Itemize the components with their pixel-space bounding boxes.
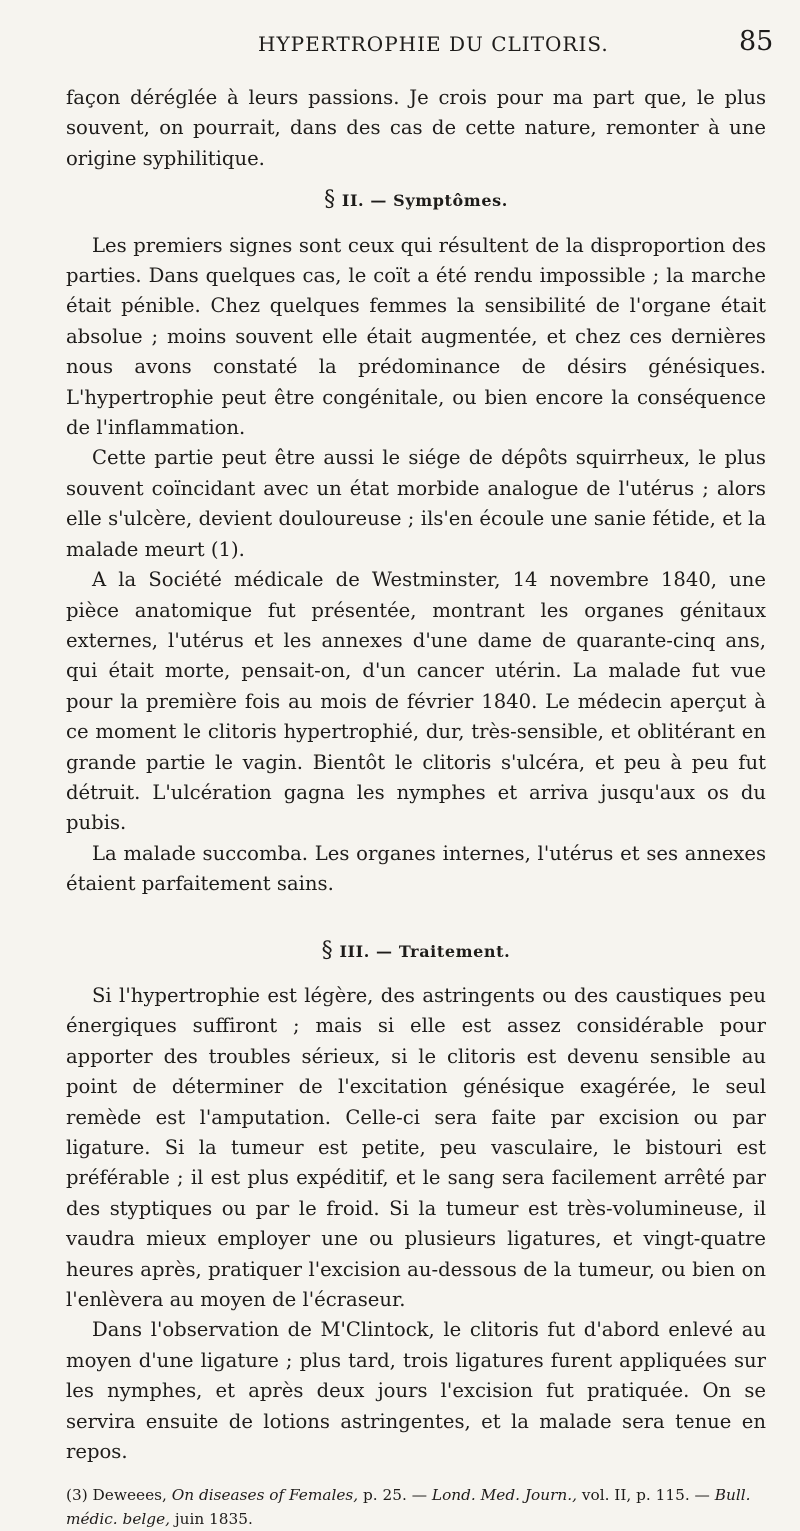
paragraph-first-signs: Les premiers signes sont ceux qui résultent de la disproportion des parties. Dans quelques cas, le coït a été rendu impossible ; la marche était pénible. Chez quelques femmes la sensibilité de l'organe était absolue ; moins souvent elle était augmentée, et chez ces dernières nous avons constaté la prédominance de désirs génésiques. L'hypertrophie peut être congénitale, ou bien encore la conséquence de l'inflammation. — [66, 233, 766, 440]
section-sign: § — [321, 937, 334, 963]
section-title: II. — Symptômes. — [341, 191, 508, 211]
paragraph-mclintock-observation: Dans l'observation de M'Clintock, le clitoris fut d'abord enlevé au moyen d'une ligature ; plus tard, trois ligatures furent appliquées sur les nymphes, et après deux jours l'excision fut pratiquée. On se servira ensuite de lotions astringentes, et la malade sera tenue en repos. — [66, 1318, 766, 1464]
paragraph-continuation: façon déréglée à leurs passions. Je crois pour ma part que, le plus souvent, on pourrait, dans des cas de cette nature, remonter à une origine syphilitique. — [66, 86, 766, 170]
paragraph-treatment: Si l'hypertrophie est légère, des astringents ou des caustiques peu énergiques suffiront ; mais si elle est assez considérable pour apporter des troubles sérieux, si le clitoris est devenu sensible au point de déterminer de l'excitation génésique exagérée, le seul remède est l'amputation. Celle-ci sera faite par excision ou par ligature. Si la tumeur est petite, peu vasculaire, le bistouri est préférable ; il est plus expéditif, et le sang sera facilement arrêté par des styptiques ou par le froid. Si la tumeur est très-volumineuse, il vaudra mieux employer une ou plusieurs ligatures, et vingt-quatre heures après, pratiquer l'excision au-dessous de la tumeur, ou bien on l'enlèvera au moyen de l'écraseur. — [66, 983, 766, 1312]
body-text — [66, 83, 766, 1531]
footnote-work: On diseases of Females, — [171, 1486, 359, 1505]
footnote-bulletin: Bull. médic. belge, — [66, 1486, 751, 1529]
paragraph-squirrhous-deposits: Cette partie peut être aussi le siége de dépôts squirrheux, le plus souvent coïncidant avec un état morbide analogue de l'utérus ; alors elle s'ulcère, devient douloureuse ; ils'en écoule une sanie fétide, et la malade meurt (1). — [66, 446, 766, 561]
footnote-page-ref: p. 25. — — [363, 1486, 428, 1505]
section-sign: § — [324, 187, 336, 213]
running-head — [0, 26, 800, 62]
paragraph-outcome: La malade succomba. Les organes internes, l'utérus et ses annexes étaient parfaitement sains. — [66, 841, 766, 896]
section-heading-treatment — [66, 936, 766, 967]
footnote-date: juin 1835. — [174, 1510, 253, 1529]
paragraph-westminster-case: A la Société médicale de Westminster, 14 novembre 1840, une pièce anatomique fut présentée, montrant les organes génitaux externes, l'utérus et les annexes d'une dame de quarante-cinq ans, qui était morte, pensait-on, d'un cancer utérin. La malade fut vue pour la première fois au mois de février 1840. Le médecin aperçut à ce moment le clitoris hypertrophié, dur, très-sensible, et oblitérant en grande partie le vagin. Bientôt le clitoris s'ulcéra, et peu à peu fut détruit. L'ulcération gagna les nymphes et arriva jusqu'aux os du pubis. — [66, 568, 766, 835]
footnote — [66, 1483, 766, 1531]
footnote-volume: vol. II, p. 115. — — [581, 1486, 710, 1505]
page-number: 85 — [739, 26, 774, 57]
section-title: III. — Traitement. — [339, 941, 511, 961]
running-title: HYPERTROPHIE DU CLITORIS. — [258, 32, 609, 56]
section-heading-symptoms — [66, 185, 766, 216]
footnote-author: Deweees, — [92, 1486, 167, 1505]
footnote-marker: (3) — [66, 1486, 88, 1505]
footnote-journal: Lond. Med. Journ., — [431, 1486, 577, 1505]
